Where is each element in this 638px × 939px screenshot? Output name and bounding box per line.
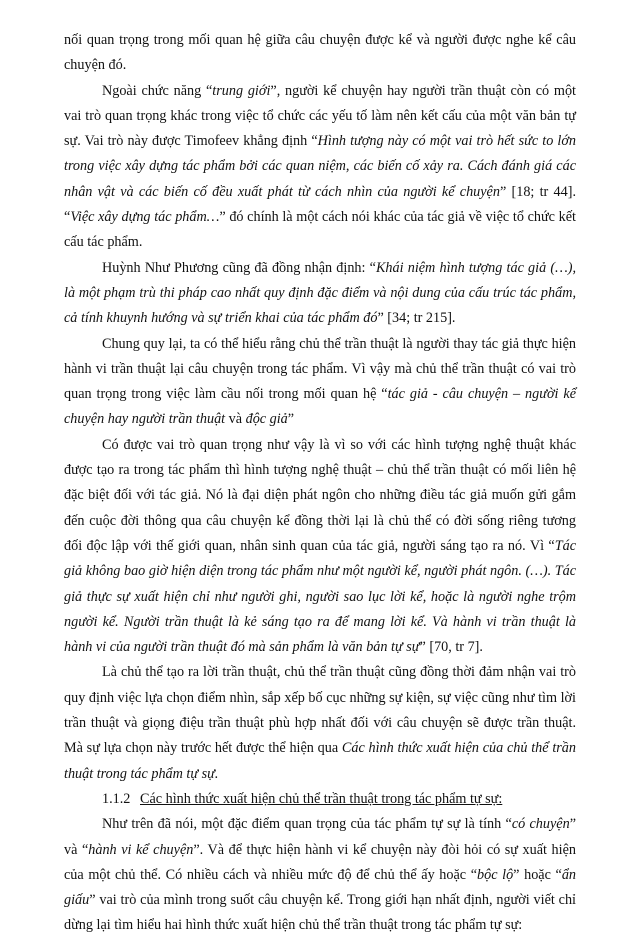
paragraph-special-relation: [64, 433, 576, 661]
text-run: Có được vai trò quan trọng như vậy là vì so với các hình tượng nghệ thuật khác được tạo ra trong tác phẩm thì hình tượng nghệ thuật – chủ thể trần thuật có mối liên hệ đặc biệt đối với tác giả. Nó là đại diện phát ngôn cho những điều tác giả muốn gửi gắm đến cuộc đời thông qua câu chuyện kể đồng thời lại là chủ thể có đời sống riêng tương đối độc lập với thế giới quan, nhân sinh quan của tác giả, người sáng tạo ra nó. Vì “: [64, 436, 576, 554]
paragraph-forms-of-appearance: [64, 812, 576, 938]
text-run: ”: [287, 411, 295, 428]
text-run: ” [18; tr 44]. “: [64, 183, 576, 226]
text-run: và: [225, 411, 246, 428]
text-run: Chung quy lại, ta có thể hiểu rằng chủ thể trần thuật là người thay tác giả thực hiện hành vi trần thuật lại câu chuyện trong tác phẩm. Vì vậy mà chủ thể trần thuật có vai trò quan trọng trong việc làm cầu nối trong mối quan hệ “: [64, 335, 576, 403]
quotation: Hình tượng này có một vai trò hết sức to lớn trong việc xây dựng tác phẩm bởi các quan niệm, các biến cố xảy ra. Cách đánh giá các nhân vật và các biến cố đều xuất phát từ cách nhìn của người kể chuyện: [64, 133, 576, 200]
italic-term: hành vi kể chuyện: [88, 841, 194, 858]
quotation: Việc xây dựng tác phẩm…: [70, 209, 220, 226]
italic-term: trung giới: [212, 82, 271, 99]
text-run: Huỳnh Như Phương cũng đã đồng nhận định: “: [102, 259, 376, 276]
text-run: ” vai trò của mình trong suốt câu chuyện kể. Trong giới hạn nhất định, người viết chỉ dừng lại tìm hiểu hai hình thức xuất hiện chủ thể trần thuật trong tác phẩm tự sự:: [64, 892, 576, 934]
quotation: Tác giả không bao giờ hiện diện trong tác phẩm như một người kể, người phát ngôn. (…). Tác giả thực sự xuất hiện chỉ như người ghi, người sao lục lời kể, hoặc là người nghe trộm người kể. Người trần thuật là kẻ sáng tạo ra để mang lời kể. Và hành vi trần thuật là hành vi của người trần thuật đó mà sản phẩm là văn bản tự sự: [64, 537, 576, 656]
paragraph-summary: [64, 332, 576, 433]
paragraph-huynh-nhu-phuong: [64, 256, 576, 332]
text-run: ” [34; tr 215].: [377, 310, 456, 327]
section-number: 1.1.2: [102, 790, 131, 807]
section-heading: [64, 787, 576, 812]
paragraph-narrative-subject: [64, 660, 576, 786]
italic-term: ẩn giấu: [64, 866, 576, 909]
text-run: ” [70, tr 7].: [419, 639, 483, 656]
section-title: Các hình thức xuất hiện chủ thể trần thuật trong tác phẩm tự sự:: [140, 790, 503, 807]
quotation: Khái niệm hình tượng tác giả (…), là một phạm trù thi pháp cao nhất quy định đặc điểm và nội dung của cấu trúc tác phẩm, cả tính khuynh hướng và sự triển khai của tác phẩm đó: [64, 259, 576, 327]
italic-term: độc giả: [245, 411, 288, 428]
text-run: Như trên đã nói, một đặc điểm quan trọng của tác phẩm tự sự là tính “: [102, 816, 512, 833]
paragraph-continuation: nối quan trọng trong mối quan hệ giữa câu chuyện được kể và người được nghe kể câu chuyện đó.: [64, 32, 576, 74]
paragraph-mediator-role: [64, 79, 576, 256]
italic-term: bộc lộ: [477, 866, 514, 883]
text-run: Là chủ thể tạo ra lời trần thuật, chủ thể trần thuật cũng đồng thời đảm nhận vai trò quy định việc lựa chọn điểm nhìn, sắp xếp bố cục những sự kiện, sự việc cũng như tìm lời trần thuật và giọng điệu trần thuật phù hợp nhất đối với câu chuyện sẽ được trần thuật. Mà sự lựa chọn này trước hết được thể hiện qua: [64, 664, 576, 757]
italic-term: có chuyện: [511, 816, 570, 833]
italic-term: Các hình thức xuất hiện của chủ thể trần thuật trong tác phẩm tự sự.: [64, 740, 576, 782]
text-run: ”. Và để thực hiện hành vi kể chuyện này đòi hỏi có sự xuất hiện của một chủ thể. Có nhiều cách và nhiều mức độ để chủ thể ấy hoặc “: [64, 841, 576, 883]
document-page: [64, 28, 576, 939]
italic-term: tác giả - câu chuyện – người kể chuyện hay người trần thuật: [64, 386, 576, 428]
text-run: ”, người kể chuyện hay người trần thuật còn có một vai trò quan trọng khác trong việc tổ chức các yếu tố làm nên kết cấu của một văn bản tự sự. Vai trò này được Timofeev khẳng định “: [64, 82, 576, 150]
text-run: ” hoặc “: [513, 866, 562, 883]
text-run: Ngoài chức năng “: [102, 82, 213, 99]
text-run: ” đó chính là một cách nói khác của tác giả về việc tổ chức kết cấu tác phẩm.: [64, 209, 576, 251]
text-run: ” và “: [64, 816, 576, 858]
